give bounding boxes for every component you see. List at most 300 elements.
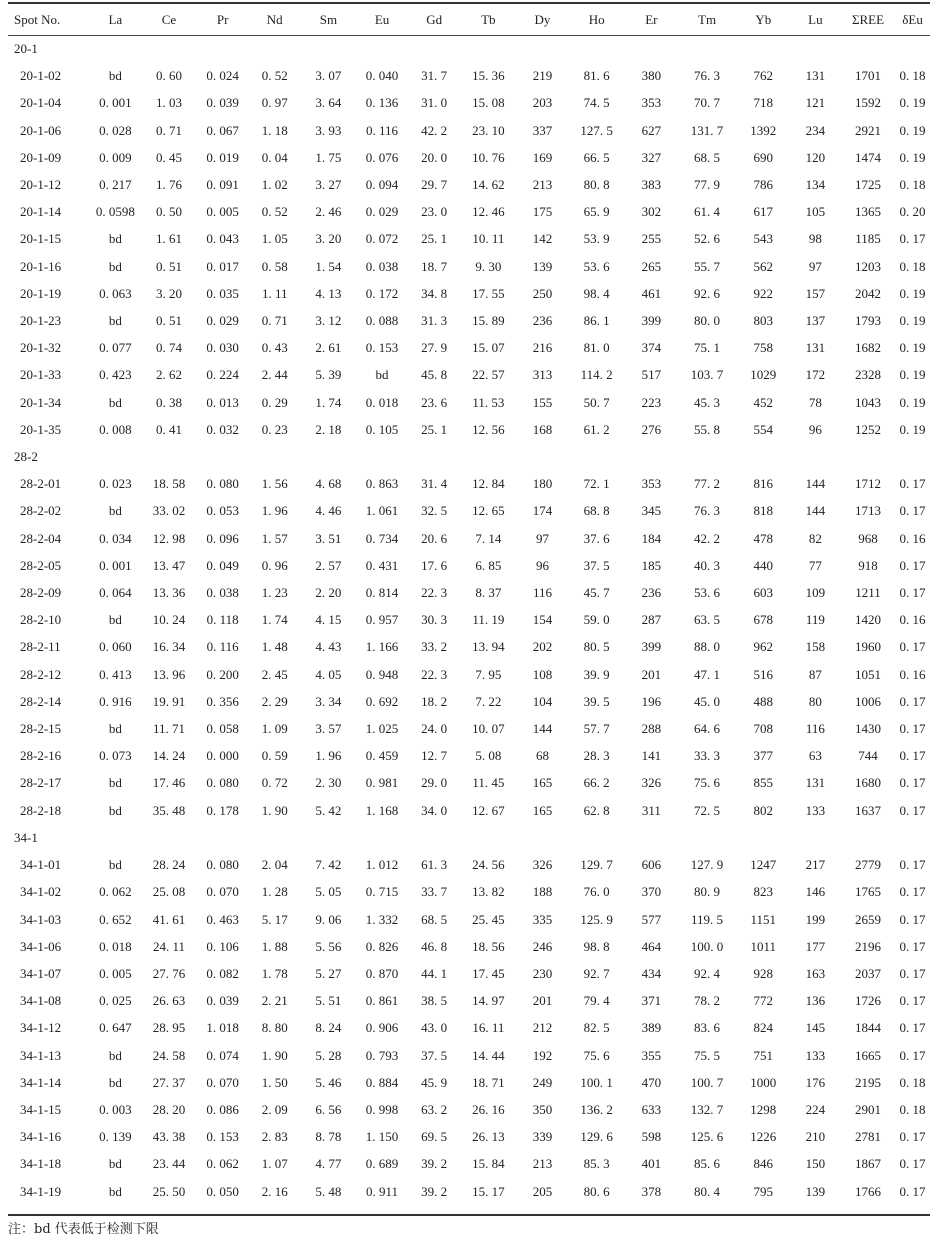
value-cell: 23. 6	[421, 394, 448, 410]
value-cell: 11. 53	[472, 394, 505, 410]
table-header-row	[8, 5, 930, 35]
value-cell: 15. 07	[472, 340, 505, 356]
value-cell: 337	[532, 122, 553, 138]
value-cell: 146	[805, 884, 826, 900]
value-cell: 1. 03	[155, 95, 182, 111]
value-cell: 64. 6	[694, 721, 721, 737]
value-cell: 0. 17	[899, 585, 926, 601]
value-cell: 0. 009	[99, 149, 132, 165]
value-cell: 29. 7	[421, 177, 448, 193]
value-cell: 0. 17	[899, 993, 926, 1009]
value-cell: 17. 46	[152, 775, 186, 791]
value-cell: 188	[532, 884, 553, 900]
spot-number-cell: 20-1-16	[20, 258, 62, 274]
value-cell: 82. 5	[583, 1020, 610, 1036]
value-cell: 1712	[855, 476, 881, 492]
value-cell: 0. 18	[899, 68, 926, 84]
value-cell: 0. 039	[206, 95, 239, 111]
value-cell: 0. 19	[899, 313, 926, 329]
value-cell: 1665	[855, 1047, 881, 1063]
table-row	[8, 307, 930, 334]
value-cell: 174	[532, 503, 553, 519]
table-row	[8, 62, 930, 89]
value-cell: 0. 062	[206, 1156, 239, 1172]
column-header: Tm	[698, 12, 717, 27]
value-cell: 0. 17	[899, 1020, 926, 1036]
value-cell: 0. 067	[206, 122, 239, 138]
table-body	[8, 35, 930, 1205]
value-cell: 0. 17	[899, 911, 926, 927]
value-cell: 0. 948	[365, 666, 399, 682]
value-cell: 2. 29	[261, 693, 288, 709]
value-cell: 92. 4	[694, 965, 721, 981]
value-cell: 383	[641, 177, 662, 193]
value-cell: 168	[532, 421, 553, 437]
value-cell: 922	[753, 285, 773, 301]
value-cell: 0. 18	[899, 258, 926, 274]
value-cell: 6. 56	[315, 1101, 342, 1117]
value-cell: 0. 998	[365, 1101, 399, 1117]
value-cell: 1051	[855, 666, 881, 682]
value-cell: 762	[753, 68, 773, 84]
table-row	[8, 851, 930, 878]
value-cell: 0. 96	[261, 557, 288, 573]
value-cell: 131. 7	[690, 122, 724, 138]
value-cell: bd	[108, 231, 122, 247]
value-cell: 0. 013	[206, 394, 239, 410]
value-cell: 16. 11	[472, 1020, 505, 1036]
value-cell: 1713	[855, 503, 881, 519]
value-cell: 68. 8	[583, 503, 610, 519]
value-cell: 8. 78	[315, 1129, 342, 1145]
table-row	[8, 416, 930, 443]
column-header: Nd	[266, 12, 283, 27]
value-cell: 33. 02	[152, 503, 186, 519]
table-row	[8, 960, 930, 987]
value-cell: 12. 84	[472, 476, 505, 492]
value-cell: 0. 17	[899, 721, 926, 737]
value-cell: 97	[808, 258, 822, 274]
value-cell: 0. 082	[206, 965, 239, 981]
value-cell: 0. 41	[155, 421, 182, 437]
value-cell: bd	[375, 367, 389, 383]
value-cell: 0. 19	[899, 122, 926, 138]
value-cell: 7. 42	[315, 857, 342, 873]
spot-number-cell: 20-1-34	[20, 394, 62, 410]
value-cell: 3. 64	[315, 95, 342, 111]
value-cell: 0. 038	[365, 258, 399, 274]
value-cell: 134	[805, 177, 826, 193]
value-cell: 66. 2	[583, 775, 610, 791]
value-cell: 1252	[855, 421, 881, 437]
value-cell: 41. 61	[152, 911, 186, 927]
value-cell: 144	[805, 476, 826, 492]
value-cell: 108	[532, 666, 553, 682]
table-row	[8, 389, 930, 416]
value-cell: 19. 91	[152, 693, 186, 709]
value-cell: 0. 070	[206, 884, 239, 900]
value-cell: 52. 6	[694, 231, 721, 247]
value-cell: 0. 17	[899, 503, 926, 519]
spot-number-cell: 28-2-05	[20, 557, 62, 573]
value-cell: 0. 080	[206, 857, 239, 873]
value-cell: 5. 39	[315, 367, 342, 383]
value-cell: 136. 2	[580, 1101, 613, 1117]
value-cell: 370	[641, 884, 662, 900]
value-cell: 0. 19	[899, 394, 926, 410]
value-cell: 25. 1	[421, 231, 448, 247]
value-cell: 213	[532, 1156, 553, 1172]
value-cell: 0. 17	[899, 938, 926, 954]
value-cell: 22. 57	[472, 367, 505, 383]
value-cell: 0. 916	[99, 693, 132, 709]
value-cell: 116	[532, 585, 553, 601]
value-cell: 157	[805, 285, 826, 301]
table-row	[8, 225, 930, 252]
value-cell: 803	[753, 313, 773, 329]
table-row	[8, 987, 930, 1014]
value-cell: 163	[805, 965, 826, 981]
value-cell: 0. 58	[261, 258, 288, 274]
value-cell: 276	[641, 421, 662, 437]
value-cell: 0. 050	[206, 1183, 239, 1199]
value-cell: 0. 049	[206, 557, 239, 573]
value-cell: 76. 3	[694, 503, 721, 519]
value-cell: 1247	[750, 857, 777, 873]
table-row	[8, 1178, 930, 1205]
value-cell: 8. 24	[315, 1020, 342, 1036]
value-cell: 0. 17	[899, 857, 926, 873]
value-cell: 114. 2	[580, 367, 613, 383]
spot-number-cell: 34-1-13	[20, 1047, 62, 1063]
value-cell: 205	[532, 1183, 553, 1199]
spot-number-cell: 34-1-14	[20, 1074, 62, 1090]
value-cell: 0. 17	[899, 965, 926, 981]
value-cell: 0. 17	[899, 775, 926, 791]
value-cell: 32. 5	[421, 503, 448, 519]
value-cell: 0. 18	[899, 1074, 926, 1090]
value-cell: 17. 6	[421, 557, 448, 573]
value-cell: 14. 44	[472, 1047, 505, 1063]
column-header: Pr	[216, 12, 229, 27]
spot-number-cell: 20-1-35	[20, 421, 62, 437]
value-cell: 129. 6	[580, 1129, 613, 1145]
value-cell: 1. 74	[315, 394, 342, 410]
value-cell: 139	[805, 1183, 826, 1199]
value-cell: 4. 05	[315, 666, 342, 682]
value-cell: 27. 76	[152, 965, 186, 981]
value-cell: 1701	[855, 68, 881, 84]
spot-number-cell: 20-1-12	[20, 177, 62, 193]
spot-number-cell: 34-1-07	[20, 965, 62, 981]
spot-number-cell: 28-2-11	[20, 639, 61, 655]
value-cell: 772	[753, 993, 773, 1009]
value-cell: 28. 20	[152, 1101, 186, 1117]
value-cell: 0. 077	[99, 340, 132, 356]
value-cell: 78	[808, 394, 822, 410]
value-cell: 1637	[855, 802, 881, 818]
value-cell: 846	[753, 1156, 773, 1172]
value-cell: 131	[805, 68, 826, 84]
value-cell: 96	[536, 557, 549, 573]
value-cell: 250	[532, 285, 553, 301]
value-cell: 5. 42	[315, 802, 342, 818]
value-cell: 25. 45	[472, 911, 505, 927]
value-cell: 201	[641, 666, 662, 682]
value-cell: 77	[808, 557, 822, 573]
value-cell: 1766	[855, 1183, 881, 1199]
value-cell: 1. 57	[261, 530, 288, 546]
value-cell: 1. 11	[261, 285, 288, 301]
value-cell: 125. 6	[690, 1129, 724, 1145]
spot-number-cell: 28-2-18	[20, 802, 62, 818]
value-cell: bd	[108, 1047, 122, 1063]
column-header: Spot No.	[14, 12, 61, 27]
spot-number-cell: 34-1-12	[20, 1020, 62, 1036]
value-cell: 0. 139	[99, 1129, 132, 1145]
value-cell: 20. 6	[421, 530, 448, 546]
value-cell: 142	[532, 231, 553, 247]
value-cell: 287	[641, 612, 662, 628]
group-label: 34-1	[14, 829, 38, 845]
value-cell: 2195	[855, 1074, 881, 1090]
value-cell: 2. 21	[261, 993, 288, 1009]
value-cell: 1151	[750, 911, 777, 927]
value-cell: 31. 7	[421, 68, 448, 84]
value-cell: 401	[641, 1156, 662, 1172]
value-cell: 2. 62	[155, 367, 182, 383]
value-cell: 201	[532, 993, 553, 1009]
value-cell: 0. 030	[206, 340, 239, 356]
value-cell: 0. 652	[99, 911, 132, 927]
spot-number-cell: 34-1-16	[20, 1129, 62, 1145]
value-cell: 0. 153	[365, 340, 399, 356]
value-cell: 24. 56	[472, 857, 505, 873]
value-cell: 0. 029	[365, 204, 399, 220]
value-cell: 105	[805, 204, 826, 220]
value-cell: 0. 51	[155, 313, 182, 329]
value-cell: 0. 074	[206, 1047, 239, 1063]
value-cell: 389	[641, 1020, 662, 1036]
value-cell: 26. 13	[472, 1129, 505, 1145]
value-cell: 0. 058	[206, 721, 239, 737]
column-header: Er	[645, 12, 658, 27]
table-row	[8, 878, 930, 905]
value-cell: 1. 90	[261, 802, 288, 818]
table-row	[8, 1069, 930, 1096]
value-cell: 17. 45	[472, 965, 505, 981]
value-cell: 10. 11	[472, 231, 505, 247]
value-cell: 0. 106	[206, 938, 239, 954]
value-cell: 43. 38	[152, 1129, 186, 1145]
value-cell: 606	[641, 857, 662, 873]
value-cell: 92. 7	[583, 965, 610, 981]
value-cell: 24. 58	[152, 1047, 186, 1063]
value-cell: bd	[108, 857, 122, 873]
value-cell: 15. 89	[472, 313, 505, 329]
value-cell: 236	[641, 585, 662, 601]
group-row	[8, 824, 930, 851]
top-rule	[8, 2, 930, 4]
value-cell: 69. 5	[421, 1129, 448, 1145]
value-cell: 25. 1	[421, 421, 448, 437]
value-cell: 27. 37	[152, 1074, 186, 1090]
value-cell: 202	[532, 639, 553, 655]
value-cell: 470	[641, 1074, 662, 1090]
value-cell: 119	[805, 612, 825, 628]
value-cell: 72. 1	[583, 476, 610, 492]
value-cell: 11. 19	[472, 612, 505, 628]
value-cell: 399	[641, 639, 662, 655]
value-cell: 0. 038	[206, 585, 239, 601]
spot-number-cell: 34-1-03	[20, 911, 62, 927]
spot-number-cell: 28-2-15	[20, 721, 62, 737]
value-cell: 0. 906	[365, 1020, 399, 1036]
value-cell: 823	[753, 884, 773, 900]
value-cell: 68	[536, 748, 549, 764]
value-cell: 4. 68	[315, 476, 342, 492]
value-cell: 100. 1	[580, 1074, 613, 1090]
value-cell: 1. 012	[365, 857, 399, 873]
table-row	[8, 280, 930, 307]
value-cell: 63	[808, 748, 822, 764]
table-row	[8, 715, 930, 742]
value-cell: 33. 3	[694, 748, 721, 764]
value-cell: 133	[805, 802, 826, 818]
value-cell: 22. 3	[421, 585, 448, 601]
value-cell: 18. 58	[152, 476, 186, 492]
value-cell: 24. 11	[152, 938, 185, 954]
value-cell: 104	[532, 693, 553, 709]
value-cell: 74. 5	[583, 95, 610, 111]
value-cell: 265	[641, 258, 662, 274]
value-cell: 39. 2	[421, 1183, 448, 1199]
value-cell: 28. 24	[152, 857, 186, 873]
value-cell: 216	[532, 340, 553, 356]
value-cell: 0. 981	[365, 775, 399, 791]
value-cell: 355	[641, 1047, 662, 1063]
value-cell: 1474	[855, 149, 881, 165]
value-cell: 374	[641, 340, 662, 356]
value-cell: 11. 71	[152, 721, 185, 737]
table-row	[8, 470, 930, 497]
value-cell: 3. 34	[315, 693, 342, 709]
table-row	[8, 171, 930, 198]
value-cell: 288	[641, 721, 662, 737]
value-cell: 0. 224	[206, 367, 239, 383]
value-cell: 0. 053	[206, 503, 239, 519]
value-cell: 1430	[855, 721, 881, 737]
value-cell: 1. 02	[261, 177, 288, 193]
value-cell: 23. 0	[421, 204, 448, 220]
value-cell: 120	[805, 149, 826, 165]
value-cell: 0. 19	[899, 367, 926, 383]
spot-number-cell: 28-2-04	[20, 530, 62, 546]
value-cell: 1226	[750, 1129, 777, 1145]
value-cell: 1682	[855, 340, 881, 356]
value-cell: 1680	[855, 775, 881, 791]
value-cell: 0. 116	[206, 639, 239, 655]
value-cell: 962	[753, 639, 773, 655]
value-cell: 44. 1	[421, 965, 448, 981]
value-cell: 1011	[750, 938, 777, 954]
value-cell: 0. 957	[365, 612, 399, 628]
group-label: 20-1	[14, 41, 38, 56]
value-cell: 0. 71	[155, 122, 182, 138]
value-cell: 0. 19	[899, 285, 926, 301]
value-cell: bd	[108, 1074, 122, 1090]
value-cell: 1029	[750, 367, 777, 383]
value-cell: 440	[753, 557, 773, 573]
value-cell: 816	[753, 476, 773, 492]
value-cell: 77. 2	[694, 476, 721, 492]
value-cell: 1420	[855, 612, 881, 628]
value-cell: 37. 5	[583, 557, 610, 573]
value-cell: 145	[805, 1020, 826, 1036]
value-cell: 0. 001	[99, 557, 132, 573]
value-cell: 302	[641, 204, 662, 220]
value-cell: 802	[753, 802, 773, 818]
value-cell: 371	[641, 993, 662, 1009]
value-cell: 165	[532, 775, 553, 791]
group-row	[8, 35, 930, 62]
value-cell: 11. 45	[472, 775, 505, 791]
value-cell: 5. 51	[315, 993, 342, 1009]
value-cell: 0. 17	[899, 1129, 926, 1145]
value-cell: 24. 0	[421, 721, 448, 737]
value-cell: 28. 3	[583, 748, 610, 764]
column-header: Yb	[755, 12, 772, 27]
value-cell: 131	[805, 340, 826, 356]
column-header: Ho	[588, 12, 605, 27]
value-cell: 75. 5	[694, 1047, 721, 1063]
value-cell: 80. 4	[694, 1183, 721, 1199]
value-cell: 55. 7	[694, 258, 721, 274]
value-cell: 690	[753, 149, 773, 165]
value-cell: 2196	[855, 938, 881, 954]
value-cell: 1006	[855, 693, 881, 709]
value-cell: 42. 2	[421, 122, 448, 138]
value-cell: 434	[641, 965, 662, 981]
value-cell: 72. 5	[694, 802, 721, 818]
value-cell: 217	[805, 857, 826, 873]
value-cell: 1. 09	[261, 721, 288, 737]
value-cell: 27. 9	[421, 340, 448, 356]
value-cell: 53. 6	[694, 585, 721, 601]
value-cell: 377	[753, 748, 773, 764]
value-cell: 18. 7	[421, 258, 448, 274]
value-cell: 718	[753, 95, 773, 111]
table-row	[8, 1150, 930, 1177]
value-cell: 196	[641, 693, 662, 709]
value-cell: 0. 029	[206, 313, 239, 329]
value-cell: 129. 7	[580, 857, 613, 873]
value-cell: 6. 85	[475, 557, 502, 573]
column-header: ΣREE	[851, 12, 885, 27]
value-cell: 125. 9	[580, 911, 613, 927]
value-cell: 0. 17	[899, 557, 926, 573]
value-cell: 184	[641, 530, 662, 546]
value-cell: 1592	[855, 95, 881, 111]
value-cell: 0. 16	[899, 612, 926, 628]
value-cell: 4. 46	[315, 503, 342, 519]
value-cell: 63. 5	[694, 612, 721, 628]
value-cell: 0. 43	[261, 340, 288, 356]
value-cell: 62. 8	[583, 802, 610, 818]
value-cell: 311	[641, 802, 661, 818]
value-cell: 1203	[855, 258, 881, 274]
value-cell: 0. 16	[899, 530, 926, 546]
